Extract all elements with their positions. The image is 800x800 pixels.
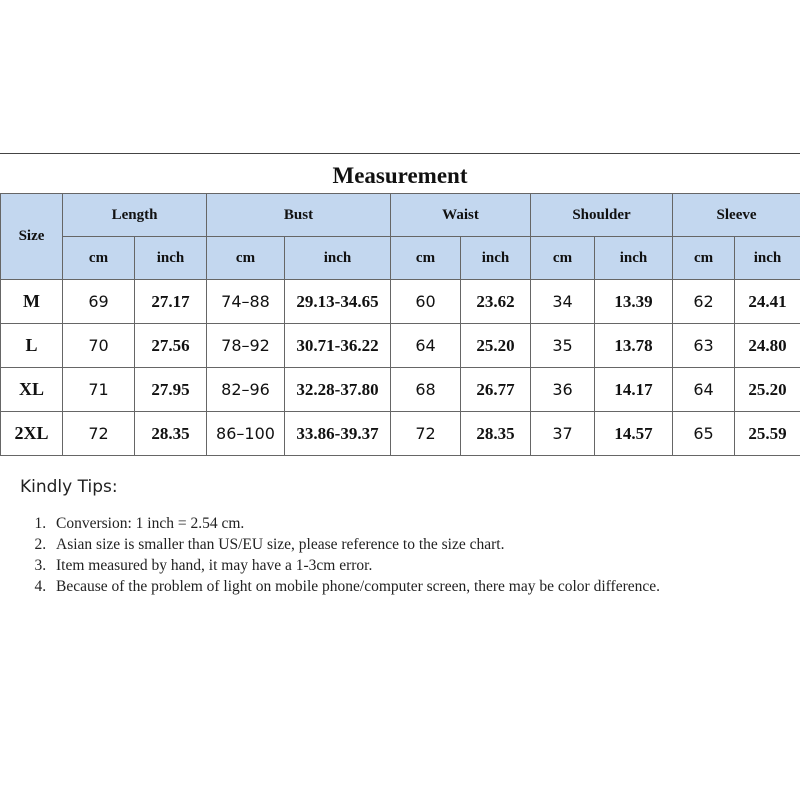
unit-header: inch [135,237,207,280]
tip-item: 2. Asian size is smaller than US/EU size, please reference to the size chart. [50,534,790,555]
table-row [1,368,800,412]
table-row [1,412,800,456]
unit-header: inch [735,237,800,280]
table-row [1,280,800,324]
group-header-sleeve: Sleeve [673,194,800,237]
tips-title: Kindly Tips: [20,477,118,497]
table-row [1,324,800,368]
tip-item: 4. Because of the problem of light on mobile phone/computer screen, there may be color difference. [50,576,790,597]
inch-value-cell: 13.78 [595,324,673,368]
unit-header: cm [391,237,461,280]
cm-value-cell: 35 [531,324,595,368]
cm-value-cell: 64 [391,324,461,368]
cm-value-cell: 78–92 [207,324,285,368]
inch-value-cell: 27.17 [135,280,207,324]
cm-value-cell: 68 [391,368,461,412]
kindly-tips [20,477,790,597]
unit-header: inch [285,237,391,280]
size-cell: L [1,324,63,368]
size-header: Size [1,194,63,280]
cm-value-cell: 65 [673,412,735,456]
size-cell: 2XL [1,412,63,456]
unit-header: cm [63,237,135,280]
cm-value-cell: 72 [391,412,461,456]
cm-value-cell: 64 [673,368,735,412]
size-cell: XL [1,368,63,412]
cm-value-cell: 63 [673,324,735,368]
group-header-shoulder: Shoulder [531,194,673,237]
cm-value-cell: 70 [63,324,135,368]
unit-header: cm [531,237,595,280]
cm-value-cell: 60 [391,280,461,324]
inch-value-cell: 32.28-37.80 [285,368,391,412]
cm-value-cell: 82–96 [207,368,285,412]
inch-value-cell: 29.13-34.65 [285,280,391,324]
inch-value-cell: 30.71-36.22 [285,324,391,368]
inch-value-cell: 25.20 [461,324,531,368]
inch-value-cell: 24.41 [735,280,800,324]
size-chart [0,153,800,456]
tip-item: 3. Item measured by hand, it may have a 1-3cm error. [50,555,790,576]
inch-value-cell: 23.62 [461,280,531,324]
measurement-table [0,193,800,456]
inch-value-cell: 27.95 [135,368,207,412]
tip-item: 1. Conversion: 1 inch = 2.54 cm. [50,513,790,534]
group-header-bust: Bust [207,194,391,237]
inch-value-cell: 28.35 [135,412,207,456]
unit-header: inch [595,237,673,280]
unit-header: cm [673,237,735,280]
cm-value-cell: 36 [531,368,595,412]
inch-value-cell: 24.80 [735,324,800,368]
unit-header: cm [207,237,285,280]
cm-value-cell: 86–100 [207,412,285,456]
cm-value-cell: 69 [63,280,135,324]
inch-value-cell: 27.56 [135,324,207,368]
inch-value-cell: 14.17 [595,368,673,412]
inch-value-cell: 14.57 [595,412,673,456]
cm-value-cell: 62 [673,280,735,324]
table-body [1,280,800,456]
size-cell: M [1,280,63,324]
inch-value-cell: 25.20 [735,368,800,412]
cm-value-cell: 74–88 [207,280,285,324]
inch-value-cell: 25.59 [735,412,800,456]
chart-title: Measurement [0,153,800,193]
cm-value-cell: 72 [63,412,135,456]
inch-value-cell: 26.77 [461,368,531,412]
cm-value-cell: 71 [63,368,135,412]
cm-value-cell: 34 [531,280,595,324]
tips-list [20,513,790,597]
inch-value-cell: 28.35 [461,412,531,456]
inch-value-cell: 33.86-39.37 [285,412,391,456]
cm-value-cell: 37 [531,412,595,456]
inch-value-cell: 13.39 [595,280,673,324]
group-header-waist: Waist [391,194,531,237]
group-header-length: Length [63,194,207,237]
unit-header: inch [461,237,531,280]
